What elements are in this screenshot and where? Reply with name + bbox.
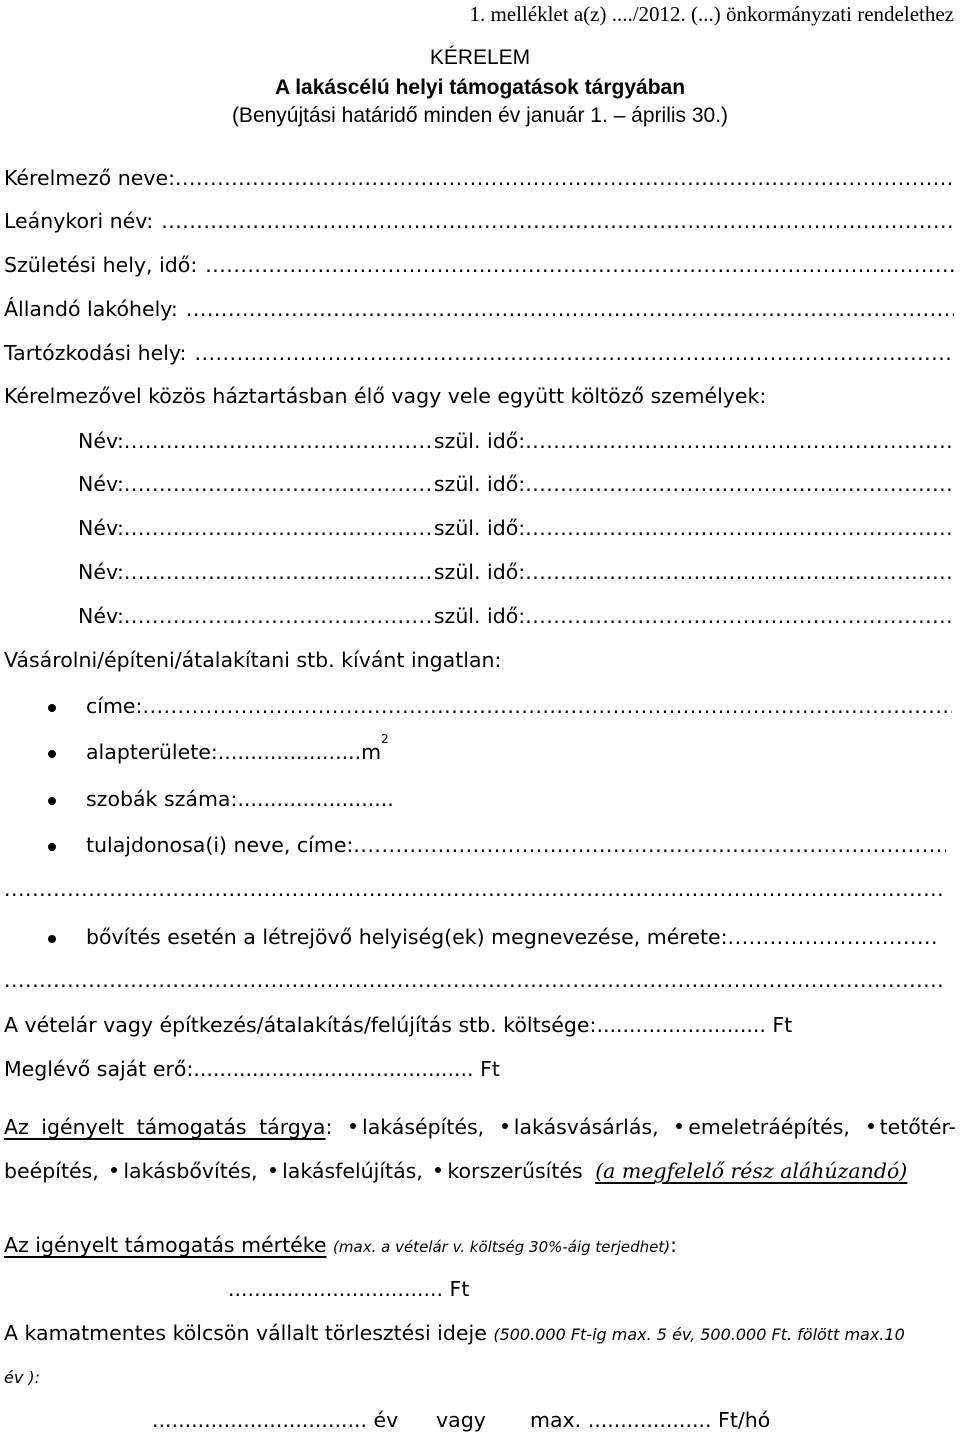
total-cost-label: A vételár vagy építkezés/átalakítás/felújítás stb. költsége: xyxy=(4,1013,597,1037)
option-house-building[interactable]: lakásépítés, xyxy=(340,1115,484,1139)
support-subject-line1: Az igényelt támogatás tárgya: lakásépítés, lakásvásárlás, emeletráépítés, tetőtér- xyxy=(4,1115,956,1139)
bullet-icon xyxy=(350,1123,356,1129)
person-name-label: Név: xyxy=(78,429,124,453)
person-name-label: Név: xyxy=(78,604,124,628)
option-house-purchase[interactable]: lakásvásárlás, xyxy=(492,1115,659,1139)
option-attic-conversion-cont[interactable]: beépítés, xyxy=(4,1159,99,1183)
option-house-renovation[interactable]: lakásfelújítás, xyxy=(264,1159,423,1183)
own-funds-currency: Ft xyxy=(480,1057,500,1081)
support-subject-line2 xyxy=(4,1159,907,1183)
bullet-icon xyxy=(111,1167,117,1173)
bullet-icon xyxy=(435,1167,441,1173)
bullet-icon xyxy=(48,935,56,943)
support-subject-label: Az igényelt támogatás tárgya xyxy=(4,1115,326,1139)
person-birth-label: szül. idő: xyxy=(433,604,526,628)
total-cost-field[interactable]: A vételár vagy építkezés/átalakítás/felújítás stb. költsége:.......................... Ft xyxy=(4,1013,793,1037)
permanent-residence-label: Állandó lakóhely: xyxy=(4,297,178,321)
temporary-residence-field[interactable] xyxy=(4,341,954,365)
bullet-icon xyxy=(48,797,56,805)
birth-place-date-field[interactable] xyxy=(4,253,954,277)
person-birth-label: szül. idő: xyxy=(433,429,526,453)
bullet-icon xyxy=(48,750,56,758)
loan-monthly-field[interactable]: max. ................... Ft/hó xyxy=(530,1408,771,1432)
property-address-label: címe: xyxy=(86,694,143,718)
support-amount-heading: Az igényelt támogatás mértéke (max. a vételár v. költség 30%-áig terjedhet): xyxy=(4,1233,678,1257)
loan-or-label: vagy xyxy=(436,1408,486,1432)
household-person-row[interactable] xyxy=(78,560,952,584)
own-funds-label: Meglévő saját erő: xyxy=(4,1057,194,1081)
temporary-residence-label: Tartózkodási hely: xyxy=(4,341,187,365)
bullet-icon xyxy=(676,1123,682,1129)
property-area-label: alapterülete: xyxy=(86,740,218,764)
support-amount-field[interactable]: ................................. Ft xyxy=(228,1277,470,1301)
option-storey-addition[interactable]: emeletráépítés, xyxy=(666,1115,850,1139)
property-owner-label: tulajdonosa(i) neve, címe: xyxy=(86,833,354,857)
underline-instruction: (a megfelelő rész aláhúzandó) xyxy=(595,1159,908,1183)
area-unit-exponent: 2 xyxy=(381,732,389,747)
bullet-icon xyxy=(270,1167,276,1173)
property-area-field[interactable]: $alapterülete:......................m^2$ xyxy=(86,732,389,764)
submission-deadline: (Benyújtási határidő minden év január 1. – április 30.) xyxy=(231,104,729,127)
person-name-label: Név: xyxy=(78,560,124,584)
applicant-name-label: Kérelmező neve: xyxy=(4,166,175,190)
loan-term-note-cont: év ): xyxy=(4,1368,41,1387)
property-rooms-label: szobák száma: xyxy=(86,787,238,811)
total-cost-currency: Ft xyxy=(772,1013,793,1037)
extension-rooms-continuation[interactable] xyxy=(4,968,942,992)
loan-years-field[interactable]: ................................. év xyxy=(152,1408,399,1432)
household-person-row[interactable] xyxy=(78,429,952,453)
person-name-label: Név: xyxy=(78,516,124,540)
option-house-extension[interactable]: lakásbővítés, xyxy=(105,1159,257,1183)
household-person-row[interactable] xyxy=(78,604,952,628)
bullet-icon xyxy=(868,1123,874,1129)
bullet-icon xyxy=(502,1123,508,1129)
person-birth-label: szül. idő: xyxy=(433,472,526,496)
support-amount-label: Az igényelt támogatás mértéke xyxy=(4,1233,327,1257)
applicant-name-field[interactable] xyxy=(4,166,954,190)
maiden-name-field[interactable] xyxy=(4,209,954,233)
property-address-field[interactable] xyxy=(86,694,952,718)
extension-rooms-field[interactable] xyxy=(86,925,940,949)
household-person-row[interactable] xyxy=(78,516,952,540)
bullet-icon xyxy=(48,843,56,851)
property-owner-field[interactable] xyxy=(86,833,946,857)
support-amount-note: (max. a vételár v. költség 30%-áig terjedhet) xyxy=(333,1238,671,1256)
person-name-label: Név: xyxy=(78,472,124,496)
household-intro: Kérelmezővel közös háztartásban élő vagy vele együtt költöző személyek: xyxy=(4,384,767,408)
loan-term-heading xyxy=(4,1321,905,1345)
form-title: KÉRELEM xyxy=(429,46,531,69)
loan-term-label: A kamatmentes kölcsön vállalt törlesztési ideje xyxy=(4,1321,487,1345)
annex-reference: 1. melléklet a(z) ..../2012. (...) önkormányzati rendelethez xyxy=(469,2,954,26)
form-subject: A lakáscélú helyi támogatások tárgyában xyxy=(274,76,686,99)
area-unit: m xyxy=(361,740,382,764)
option-modernisation[interactable]: korszerűsítés xyxy=(429,1159,582,1183)
loan-term-note: (500.000 Ft-ig max. 5 év, 500.000 Ft. fölött max.10 xyxy=(493,1325,905,1344)
property-intro: Vásárolni/építeni/átalakítani stb. kívánt ingatlan: xyxy=(4,648,502,672)
option-attic-conversion[interactable]: tetőtér- xyxy=(858,1115,956,1139)
person-birth-label: szül. idő: xyxy=(433,560,526,584)
birth-place-date-label: Születési hely, idő: xyxy=(4,253,198,277)
maiden-name-label: Leánykori név: xyxy=(4,209,154,233)
person-birth-label: szül. idő: xyxy=(433,516,526,540)
own-funds-field[interactable]: Meglévő saját erő:........................................... Ft xyxy=(4,1057,500,1081)
bullet-icon xyxy=(48,704,56,712)
property-rooms-field[interactable]: szobák száma:........................ xyxy=(86,787,394,811)
property-owner-continuation[interactable] xyxy=(4,877,942,901)
household-person-row[interactable] xyxy=(78,472,952,496)
permanent-residence-field[interactable] xyxy=(4,297,954,321)
extension-rooms-label: bővítés esetén a létrejövő helyiség(ek) megnevezése, mérete: xyxy=(86,925,728,949)
